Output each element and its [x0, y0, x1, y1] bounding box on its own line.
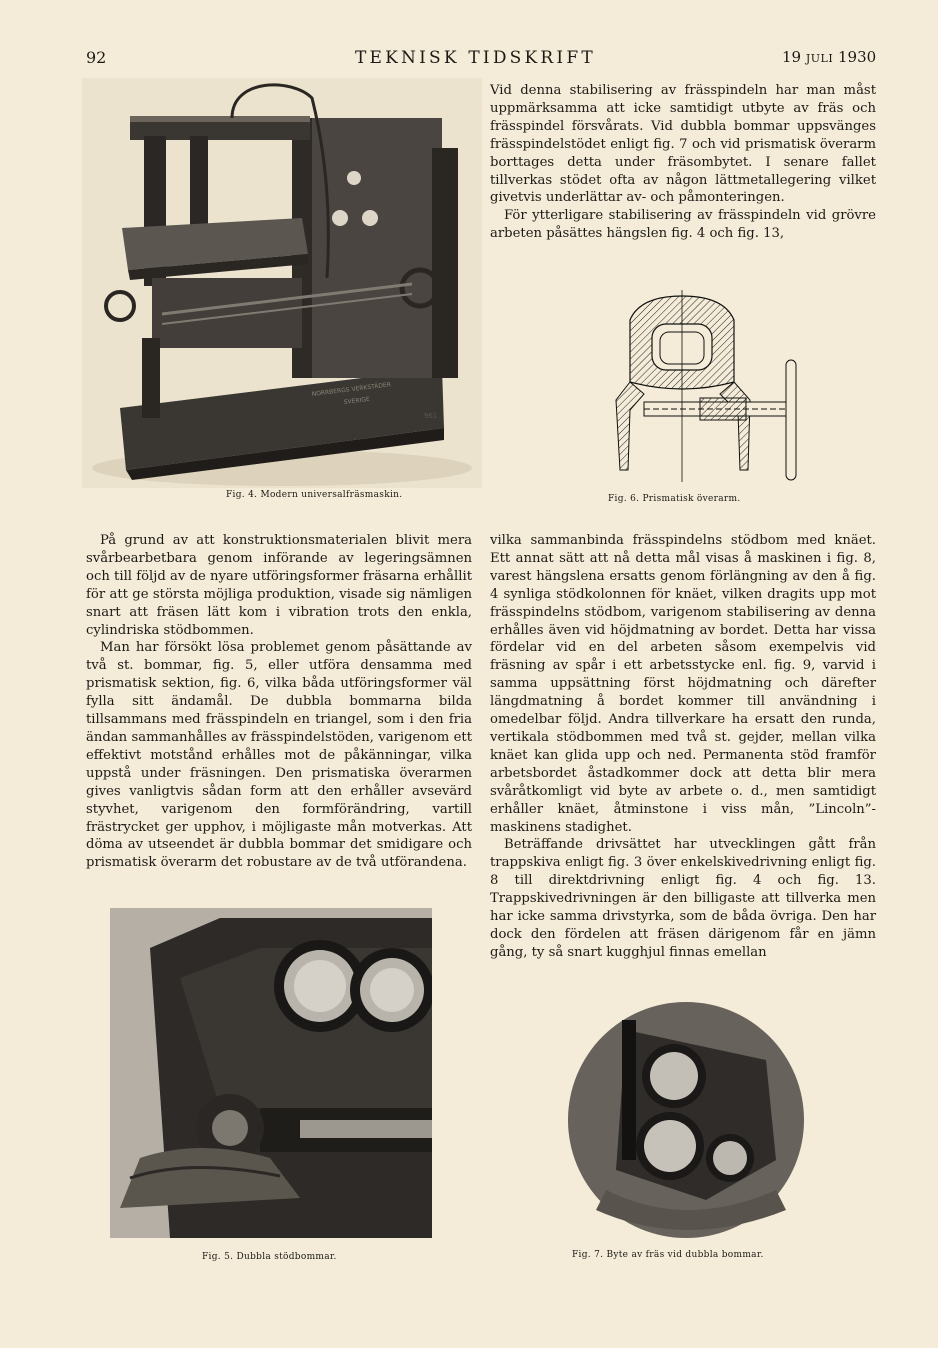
fig4-base-text: NORRBERGS VERKSTÄDER: [311, 381, 392, 398]
paragraph: För ytterligare stabilisering av frässpindeln vid grövre arbeten påsättes hängslen fig. 4 och fig. 13,: [490, 208, 876, 242]
left-column: [86, 532, 472, 872]
paragraph: Man har försökt lösa problemet genom påsättande av två st. bommar, fig. 5, eller utföra densamma med prismatisk sektion, fig. 6, vilka båda utföringsformer väl fylla sitt ändamål. De dubbla bommarna bilda tillsammans med frässpindeln en triangel, som i den fria ändan sammanhålles av frässpindelstöden, varigenom ett effektivt motstånd erhålles mot de påkänningar, vilka uppstå under fräsningen. Den prismatiska överarmen gives vanligtvis sådan form att den erhåller avsevärd styvhet, varigenom den formförändring, vartill frästrycket ger upphov, i möjligaste mån motverkas. Att döma av utseendet är dubbla bommar det smidigare och prismatisk överarm det robustare av de två utförandena.: [86, 640, 472, 871]
paragraph: Beträffande drivsättet har utvecklingen gått från trappskiva enligt fig. 3 över enkelskivedrivning enligt fig. 8 till direktdrivning enligt fig. 4 och fig. 13. Trappskivedrivningen är den billigaste att tillverka men har icke samma drivstyrka, som de båda övriga. Den har dock den fördelen att fräsen därigenom får en jämn gång, ty så snart kugghjul finnas emellan: [490, 837, 876, 960]
fig5-double-overarms-photo: [110, 908, 432, 1238]
fig6-prismatic-overarm-drawing: [600, 290, 812, 482]
issue-date: [782, 48, 876, 72]
top-right-column: [490, 82, 876, 243]
fig5-caption: Fig. 5. Dubbla stödbommar.: [202, 1252, 337, 1262]
fig4-base-text2: SVERIGE: [343, 395, 371, 406]
paragraph: På grund av att konstruktionsmaterialen blivit mera svårbearbetbara genom införande av legeringsämnen och till följd av de nyare utföringsformer fräsarna erhållit för att ge största möjliga produktion, visade sig nämligen snart att fräsen lätt kom i vibration trots den enkla, cylindriska stödbommen.: [86, 533, 472, 638]
date-year: 1930: [838, 48, 877, 66]
fig4-caption: Fig. 4. Modern universalfräsmaskin.: [226, 490, 403, 500]
fig7-cutter-change-photo: [566, 1000, 806, 1240]
fig4-milling-machine-photo: [82, 78, 482, 488]
journal-title: TEKNISK TIDSKRIFT: [355, 48, 596, 68]
fig4-plate-number: 961: [424, 412, 438, 420]
right-column: [490, 532, 876, 962]
paragraph: Vid denna stabilisering av frässpindeln har man måst uppmärksamma att icke samtidigt utbyte av fräs och frässpindel försvårats. Vid dubbla bommar uppsvänges frässpindelstödet enligt fig. 7 och vid prismatisk överarm borttages detta under fräsombytet. I senare fallet tillverkas stödet ofta av någon lättmetallegering vilket givetvis underlättar av- och påmonteringen.: [490, 83, 876, 206]
page-number: 92: [86, 48, 107, 67]
date-month: JULI: [805, 52, 834, 65]
fig7-caption: Fig. 7. Byte av fräs vid dubbla bommar.: [572, 1250, 764, 1260]
paragraph: vilka sammanbinda frässpindelns stödbom med knäet. Ett annat sätt att nå detta mål visas å maskinen i fig. 8, varest hängslena ersatts genom förlängning av den å fig. 4 synliga stödkolonnen för knäet, vilken dragits upp mot frässpindelns stödbom, varigenom stabilisering av denna erhålles även vid höjdmatning av bordet. Detta har vissa fördelar vid en del arbeten såsom exempelvis vid fräsning av spår i ett arbetsstycke enl. fig. 9, varvid i samma uppsättning först höjdmatning och därefter längdmatning å bordet kommer till användning i omedelbar följd. Andra tillverkare ha ersatt den runda, vertikala stödbommen med två st. gejder, mellan vilka knäet kan glida upp och ned. Permanenta stöd framför arbetsbordet åstadkommer dock att detta blir mera svåråtkomligt vid byte av arbete o. d., men samtidigt erhåller knäet, åtminstone i viss mån, ”Lincoln”-maskinens stadighet.: [490, 533, 876, 835]
date-day: 19: [782, 48, 802, 66]
fig6-caption: Fig. 6. Prismatisk överarm.: [608, 494, 741, 504]
